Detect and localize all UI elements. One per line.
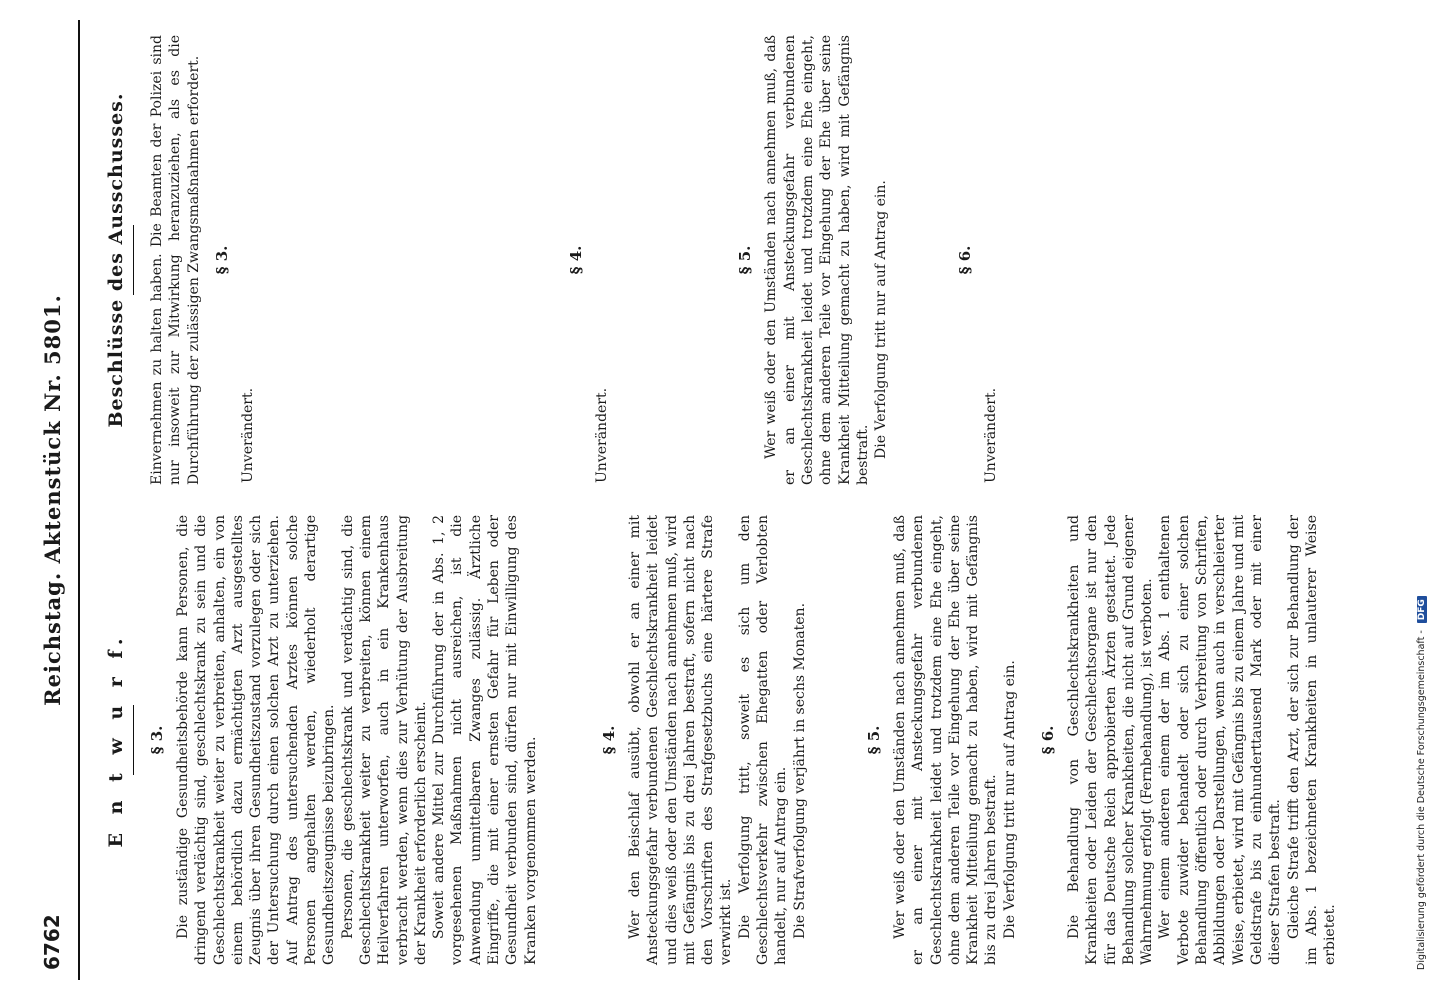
unchanged-note: Unverändert. — [982, 387, 999, 483]
paragraph: Personen, die geschlechtskrank und verdächtig sind, die Geschlechtskrankheit weiter zu verbreiten, können einem Heilverfahren unterworfen, auch in ein Krankenhaus verbracht werden, wenn dies zur Verhütung der Ausbreitung der Krankheit erforderlich erscheint. — [339, 515, 429, 965]
unchanged-note: Unverändert. — [239, 387, 256, 483]
paragraph: Die zuständige Gesundheitsbehörde kann Personen, die dringend verdächtig sind, geschlechtskrank zu sein und die Geschlechtskrankheit weiter zu verbreiten, anhalten, ein von einem behördlich dazu ermächtigten Arzt ausgestelltes Zeugnis über ihren Gesundheitszustand vorzulegen oder sich der Untersuchung durch einen solchen Arzt zu unterziehen. Auf Antrag des untersuchenden Arztes können solche Personen angehalten werden, wiederholt derartige Gesundheitszeugnisse beizubringen. — [175, 515, 338, 965]
paragraph: Wer weiß oder den Umständen nach annehmen muß, daß er an einer mit Ansteckungsgefahr verbundenen Geschlechtskrankheit leidet und trotzdem eine Ehe eingeht, ohne dem anderen Teile vor Eingehung der Ehe über seine Krankheit Mitteilung gemacht zu haben, wird mit Gefängnis bis zu drei Jahren bestraft. — [891, 515, 1000, 965]
heading-rule — [133, 705, 134, 775]
sidebar-credit: Digitalisierung gefördert durch die Deutsche Forschungsgemeinschaft - — [1416, 630, 1427, 970]
section-heading: § 5. — [736, 245, 755, 275]
paragraph: Wer weiß oder den Umständen nach annehmen muß, daß er an einer mit Ansteckungsgefahr verbundenen Geschlechtskrankheit leidet und trotzdem eine Ehe eingeht, ohne dem anderen Teile vor Eingehung der Ehe über seine Krankheit Mitteilung gemacht zu haben, wird mit Gefängnis bestraft. — [763, 35, 871, 485]
paragraph: Wer einem anderen einem der im Abs. 1 enthaltenen Verbote zuwider behandelt oder sich zu einer solchen Behandlung öffentlich oder durch Verbreitung von Schriften, Abbildungen oder Darstellungen, wenn auch in verschleierter Weise, erbietet, wird mit Gefängnis bis zu einem Jahre und mit Geldstrafe bis zu einhunderttausend Mark oder mit einer dieser Strafen bestraft. — [1157, 515, 1284, 965]
section-heading: § 4. — [599, 725, 618, 755]
paragraph: Die Behandlung von Geschlechtskrankheiten und Krankheiten oder Leiden der Geschlechtsorgane ist nur den für das Deutsche Reich approbierten Ärzten gestattet. Jede Behandlung solcher Krankheiten, die nicht auf Grund eigener Wahrnehmung erfolgt (Fernbehandlung), ist verboten. — [1065, 515, 1156, 965]
section-heading: § 3. — [148, 725, 166, 755]
section-heading: § 3. — [212, 245, 231, 275]
paragraph: Die Verfolgung tritt nur auf Antrag ein. — [873, 180, 890, 459]
paragraph: Wer den Beischlaf ausübt, obwohl er an einer mit Ansteckungsgefahr verbundenen Geschlechtskrankheit leidet und dies weiß oder den Umständen nach annehmen muß, wird mit Gefängnis bis zu drei Jahren bestraft, sofern nicht nach den Vorschriften des Strafgesetzbuchs eine härtere Strafe verwirkt ist. — [626, 515, 735, 965]
section-heading: § 5. — [864, 725, 883, 755]
column-heading-beschluesse: Beschlüsse des Ausschusses. — [105, 92, 127, 428]
dfg-logo: DFG — [1417, 596, 1427, 623]
unchanged-note: Unverändert. — [594, 387, 611, 483]
paragraph: Soweit andere Mittel zur Durchführung der in Abs. 1, 2 vorgesehenen Maßnahmen nicht ausreichen, ist die Anwendung unmittelbaren Zwanges zulässig. Ärztliche Eingriffe, die mit einer ernsten Gefahr für Leben oder Gesundheit verbunden sind, dürfen nur mit Einwilligung des Kranken vorgenommen werden. — [431, 515, 539, 965]
paragraph: Die Verfolgung tritt nur auf Antrag ein. — [1001, 660, 1018, 939]
paragraph: Die Strafverfolgung verjährt in sechs Monaten. — [791, 602, 808, 939]
heading-rule — [133, 225, 134, 295]
column-heading-entwurf: E n t w u r f. — [105, 632, 127, 848]
section-heading: § 4. — [567, 245, 586, 275]
section-heading: § 6. — [1038, 725, 1057, 755]
paragraph: Einvernehmen zu halten haben. Die Beamten der Polizei sind nur insoweit zur Mitwirkung heranzuziehen, als es die Durchführung der zulässigen Zwangsmaßnahmen erfordert. — [149, 35, 202, 485]
column-beschluesse — [95, 35, 1000, 485]
paragraph: Gleiche Strafe trifft den Arzt, der sich zur Behandlung der im Abs. 1 bezeichneten Krankheiten in unlauterer Weise erbietet. — [1285, 515, 1339, 965]
header-rule — [78, 20, 80, 980]
section-heading: § 6. — [955, 245, 974, 275]
column-entwurf — [95, 515, 1339, 965]
page-title: Reichstag. Aktenstück Nr. 5801. — [40, 294, 65, 706]
paragraph: Die Verfolgung tritt, soweit es sich um den Geschlechtsverkehr zwischen Ehegatten oder Verlobten handelt, nur auf Antrag ein. — [736, 515, 790, 965]
digitization-sidebar — [1412, 0, 1434, 1000]
page-number: 6762 — [40, 914, 64, 970]
